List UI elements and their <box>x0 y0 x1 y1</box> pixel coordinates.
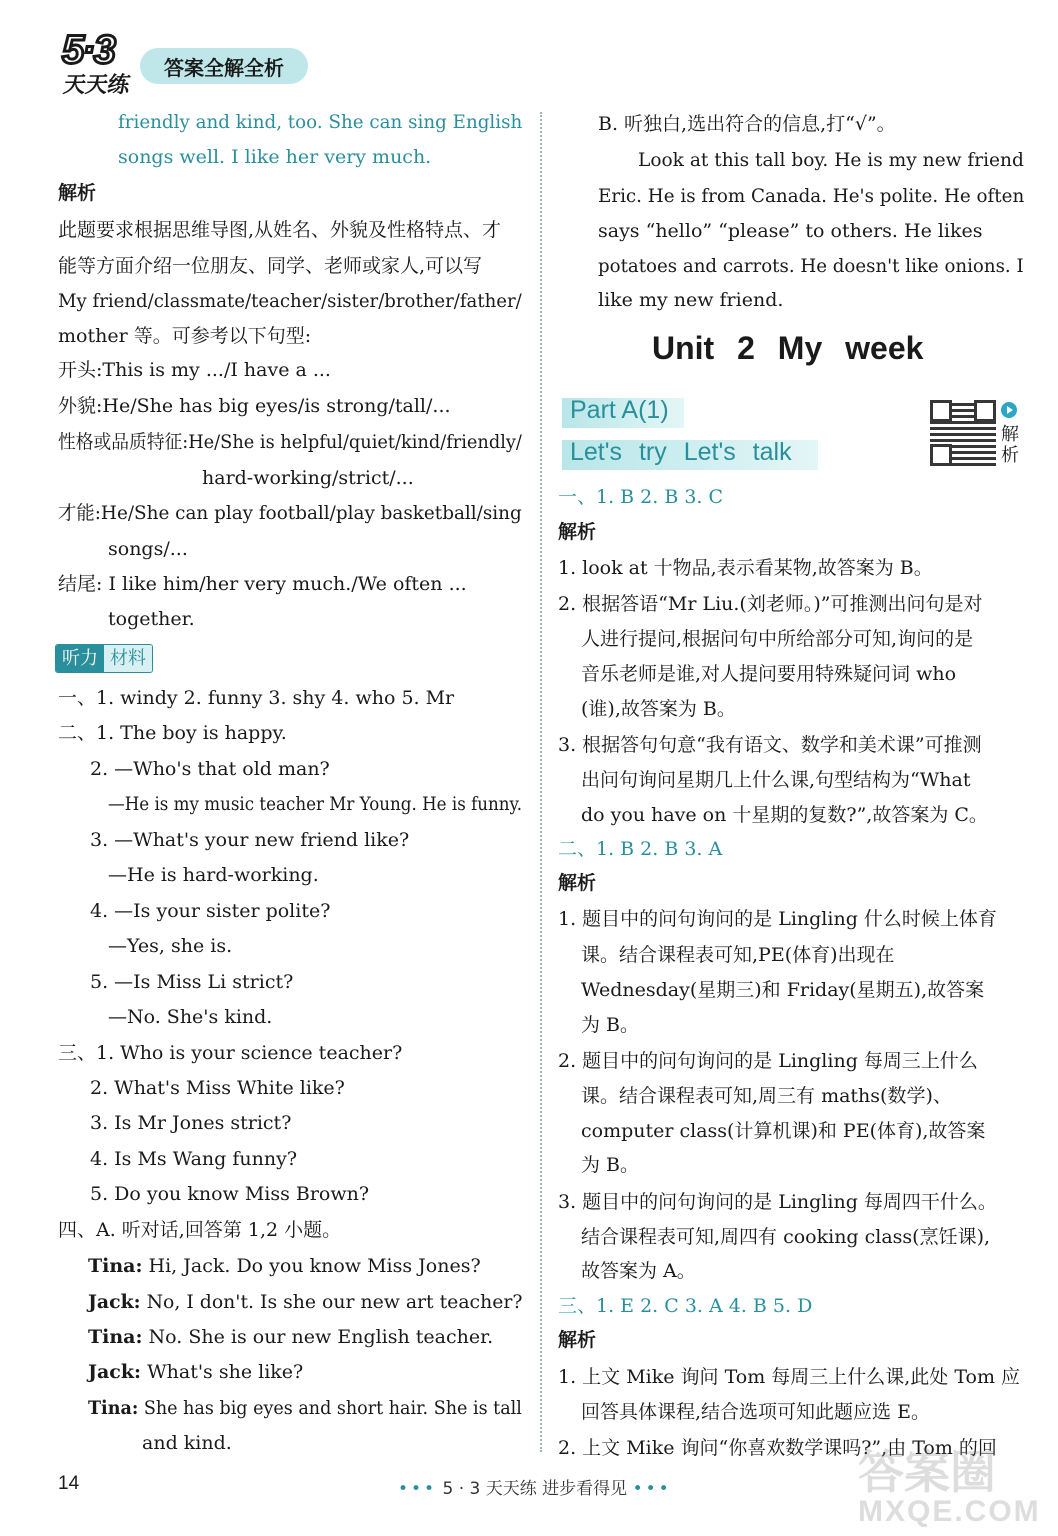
text-line: 5. —Is Miss Li strict? <box>90 971 294 993</box>
footer <box>398 1474 672 1499</box>
text-line: Tina: No. She is our new English teacher. <box>88 1326 494 1348</box>
text-line: 二、1. The boy is happy. <box>58 722 287 744</box>
text-line: Jack: What's she like? <box>88 1361 304 1383</box>
text-line: 1. 题目中的问句询问的是 Lingling 什么时候上体育 <box>558 908 997 930</box>
text-line: 2. What's Miss White like? <box>90 1077 345 1099</box>
text-line: computer class(计算机课)和 PE(体育),故答案 <box>581 1120 986 1142</box>
text-line: 3. 根据答句句意“我有语文、数学和美术课”可推测 <box>558 734 982 756</box>
logo-text: 天天练 <box>61 72 133 97</box>
text-line: 为 B。 <box>581 1154 640 1176</box>
text-line: 解析 <box>58 182 97 204</box>
play-icon[interactable] <box>1001 402 1017 418</box>
text-line: —Yes, she is. <box>108 935 233 957</box>
text-line: 开头:This is my .../I have a ... <box>58 359 331 381</box>
watermark-cn: 答案圈 <box>858 1446 996 1498</box>
text-line: songs well. I like her very much. <box>118 146 432 168</box>
watermark-url: MXQE.COM <box>858 1495 1041 1528</box>
speaker-name: Jack: <box>88 1291 141 1313</box>
text-line: 4. Is Ms Wang funny? <box>90 1148 298 1170</box>
text-line: 结合课程表可知,周四有 cooking class(烹饪课), <box>581 1226 991 1248</box>
text-line: Eric. He is from Canada. He's polite. He often <box>598 185 1025 207</box>
text-line: 2. —Who's that old man? <box>90 758 330 780</box>
text-line: 2. 根据答语“Mr Liu.(刘老师。)”可推测出问句是对 <box>558 593 983 615</box>
text-line: 才能:He/She can play football/play basketball/sing <box>58 502 522 524</box>
qr-label: 解析 <box>1001 424 1019 466</box>
text-line: says “hello” “please” to others. He likes <box>598 220 983 242</box>
text-line: 课。结合课程表可知,周三有 maths(数学)、 <box>581 1085 952 1107</box>
text-line: 性格或品质特征:He/She is helpful/quiet/kind/friendly/ <box>58 431 522 453</box>
text-line: 此题要求根据思维导图,从姓名、外貌及性格特点、才 <box>58 219 502 241</box>
text-line: 1. look at 十物品,表示看某物,故答案为 B。 <box>558 557 933 579</box>
text-line: (谁),故答案为 B。 <box>581 698 736 720</box>
text-line: songs/... <box>108 538 188 560</box>
text-line: 二、1. B 2. B 3. A <box>558 838 723 860</box>
text-line: Tina: Hi, Jack. Do you know Miss Jones? <box>88 1255 481 1277</box>
listening-material-tag <box>55 644 153 673</box>
text-line: 为 B。 <box>581 1014 640 1036</box>
qr-code-icon[interactable] <box>930 400 996 466</box>
text-line: Jack: No, I don't. Is she our new art teacher? <box>88 1291 523 1313</box>
text-line: 故答案为 A。 <box>581 1260 696 1282</box>
text-line: 三、1. E 2. C 3. A 4. B 5. D <box>558 1295 813 1317</box>
text-line: 3. Is Mr Jones strict? <box>90 1112 292 1134</box>
text-line: together. <box>108 608 195 630</box>
text-line: 三、1. Who is your science teacher? <box>58 1042 403 1064</box>
logo-number: 5·3 <box>62 28 114 72</box>
text-line: 解析 <box>558 521 597 543</box>
speaker-name: Tina: <box>88 1397 139 1419</box>
text-line: 外貌:He/She has big eyes/is strong/tall/... <box>58 395 451 417</box>
text-line: 3. 题目中的问句询问的是 Lingling 每周四干什么。 <box>558 1191 997 1213</box>
text-line: 2. 上文 Mike 询问“你喜欢数学课吗?”,由 Tom 的回 <box>558 1437 997 1459</box>
speaker-name: Tina: <box>88 1326 143 1348</box>
page-number: 14 <box>58 1473 80 1494</box>
text-line: 解析 <box>558 872 597 894</box>
text-line: 人进行提问,根据问句中所给部分可知,询问的是 <box>581 628 974 650</box>
text-line: —He is my music teacher Mr Young. He is funny. <box>108 793 523 815</box>
text-line: friendly and kind, too. She can sing English <box>118 111 523 133</box>
text-line: —No. She's kind. <box>108 1006 273 1028</box>
speaker-name: Tina: <box>88 1255 143 1277</box>
listening-label: 听力 <box>56 645 104 672</box>
unit-title: Unit 2 My week <box>652 330 924 366</box>
text-line: 回答具体课程,结合选项可知此题应选 E。 <box>581 1401 930 1423</box>
text-line: and kind. <box>142 1432 232 1454</box>
text-line: 结尾: I like him/her very much./We often ... <box>58 573 467 595</box>
text-line: 一、1. windy 2. funny 3. shy 4. who 5. Mr <box>58 687 455 709</box>
text-line: hard-working/strict/... <box>202 467 414 489</box>
text-line: 一、1. B 2. B 3. C <box>558 486 724 508</box>
lets-title: Let's try Let's talk <box>570 438 792 466</box>
footer-text: 5 · 3 天天练 进步看得见 <box>437 1479 633 1499</box>
footer-dots-right: ••• <box>632 1479 672 1499</box>
text-line: —He is hard-working. <box>108 864 319 886</box>
text-line: Tina: She has big eyes and short hair. She is tall <box>88 1397 522 1419</box>
text-line: 出问句询问星期几上什么课,句型结构为“What <box>581 769 971 791</box>
text-line: potatoes and carrots. He doesn't like onions. I <box>598 255 1024 277</box>
text-line: like my new friend. <box>598 289 784 311</box>
part-a-title: Part A(1) <box>570 396 669 424</box>
text-line: 解析 <box>558 1329 597 1351</box>
text-line: 课。结合课程表可知,PE(体育)出现在 <box>581 944 895 966</box>
column-divider <box>540 112 542 1452</box>
text-line: 能等方面介绍一位朋友、同学、老师或家人,可以写 <box>58 255 483 277</box>
speaker-name: Jack: <box>88 1361 142 1383</box>
text-line: Look at this tall boy. He is my new friend <box>638 149 1024 171</box>
text-line: 2. 题目中的问句询问的是 Lingling 每周三上什么 <box>558 1050 978 1072</box>
text-line: 4. —Is your sister polite? <box>90 900 331 922</box>
logo <box>56 28 134 100</box>
text-line: 四、A. 听对话,回答第 1,2 小题。 <box>58 1219 342 1241</box>
text-line: 3. —What's your new friend like? <box>90 829 410 851</box>
header-tag: 答案全解全析 <box>140 48 308 84</box>
text-line: Wednesday(星期三)和 Friday(星期五),故答案 <box>581 979 985 1001</box>
watermark <box>858 1446 1041 1532</box>
text-line: 1. 上文 Mike 询问 Tom 每周三上什么课,此处 Tom 应 <box>558 1366 1021 1388</box>
footer-dots-left: ••• <box>398 1479 438 1499</box>
text-line: 音乐老师是谁,对人提问要用特殊疑问词 who <box>581 663 957 685</box>
text-line: do you have on 十星期的复数?”,故答案为 C。 <box>581 804 988 826</box>
text-line: 5. Do you know Miss Brown? <box>90 1183 370 1205</box>
text-line: My friend/classmate/teacher/sister/brother/father/ <box>58 290 522 312</box>
text-line: B. 听独白,选出符合的信息,打“√”。 <box>598 113 896 135</box>
material-label: 材料 <box>104 645 152 672</box>
text-line: mother 等。可参考以下句型: <box>58 325 312 347</box>
